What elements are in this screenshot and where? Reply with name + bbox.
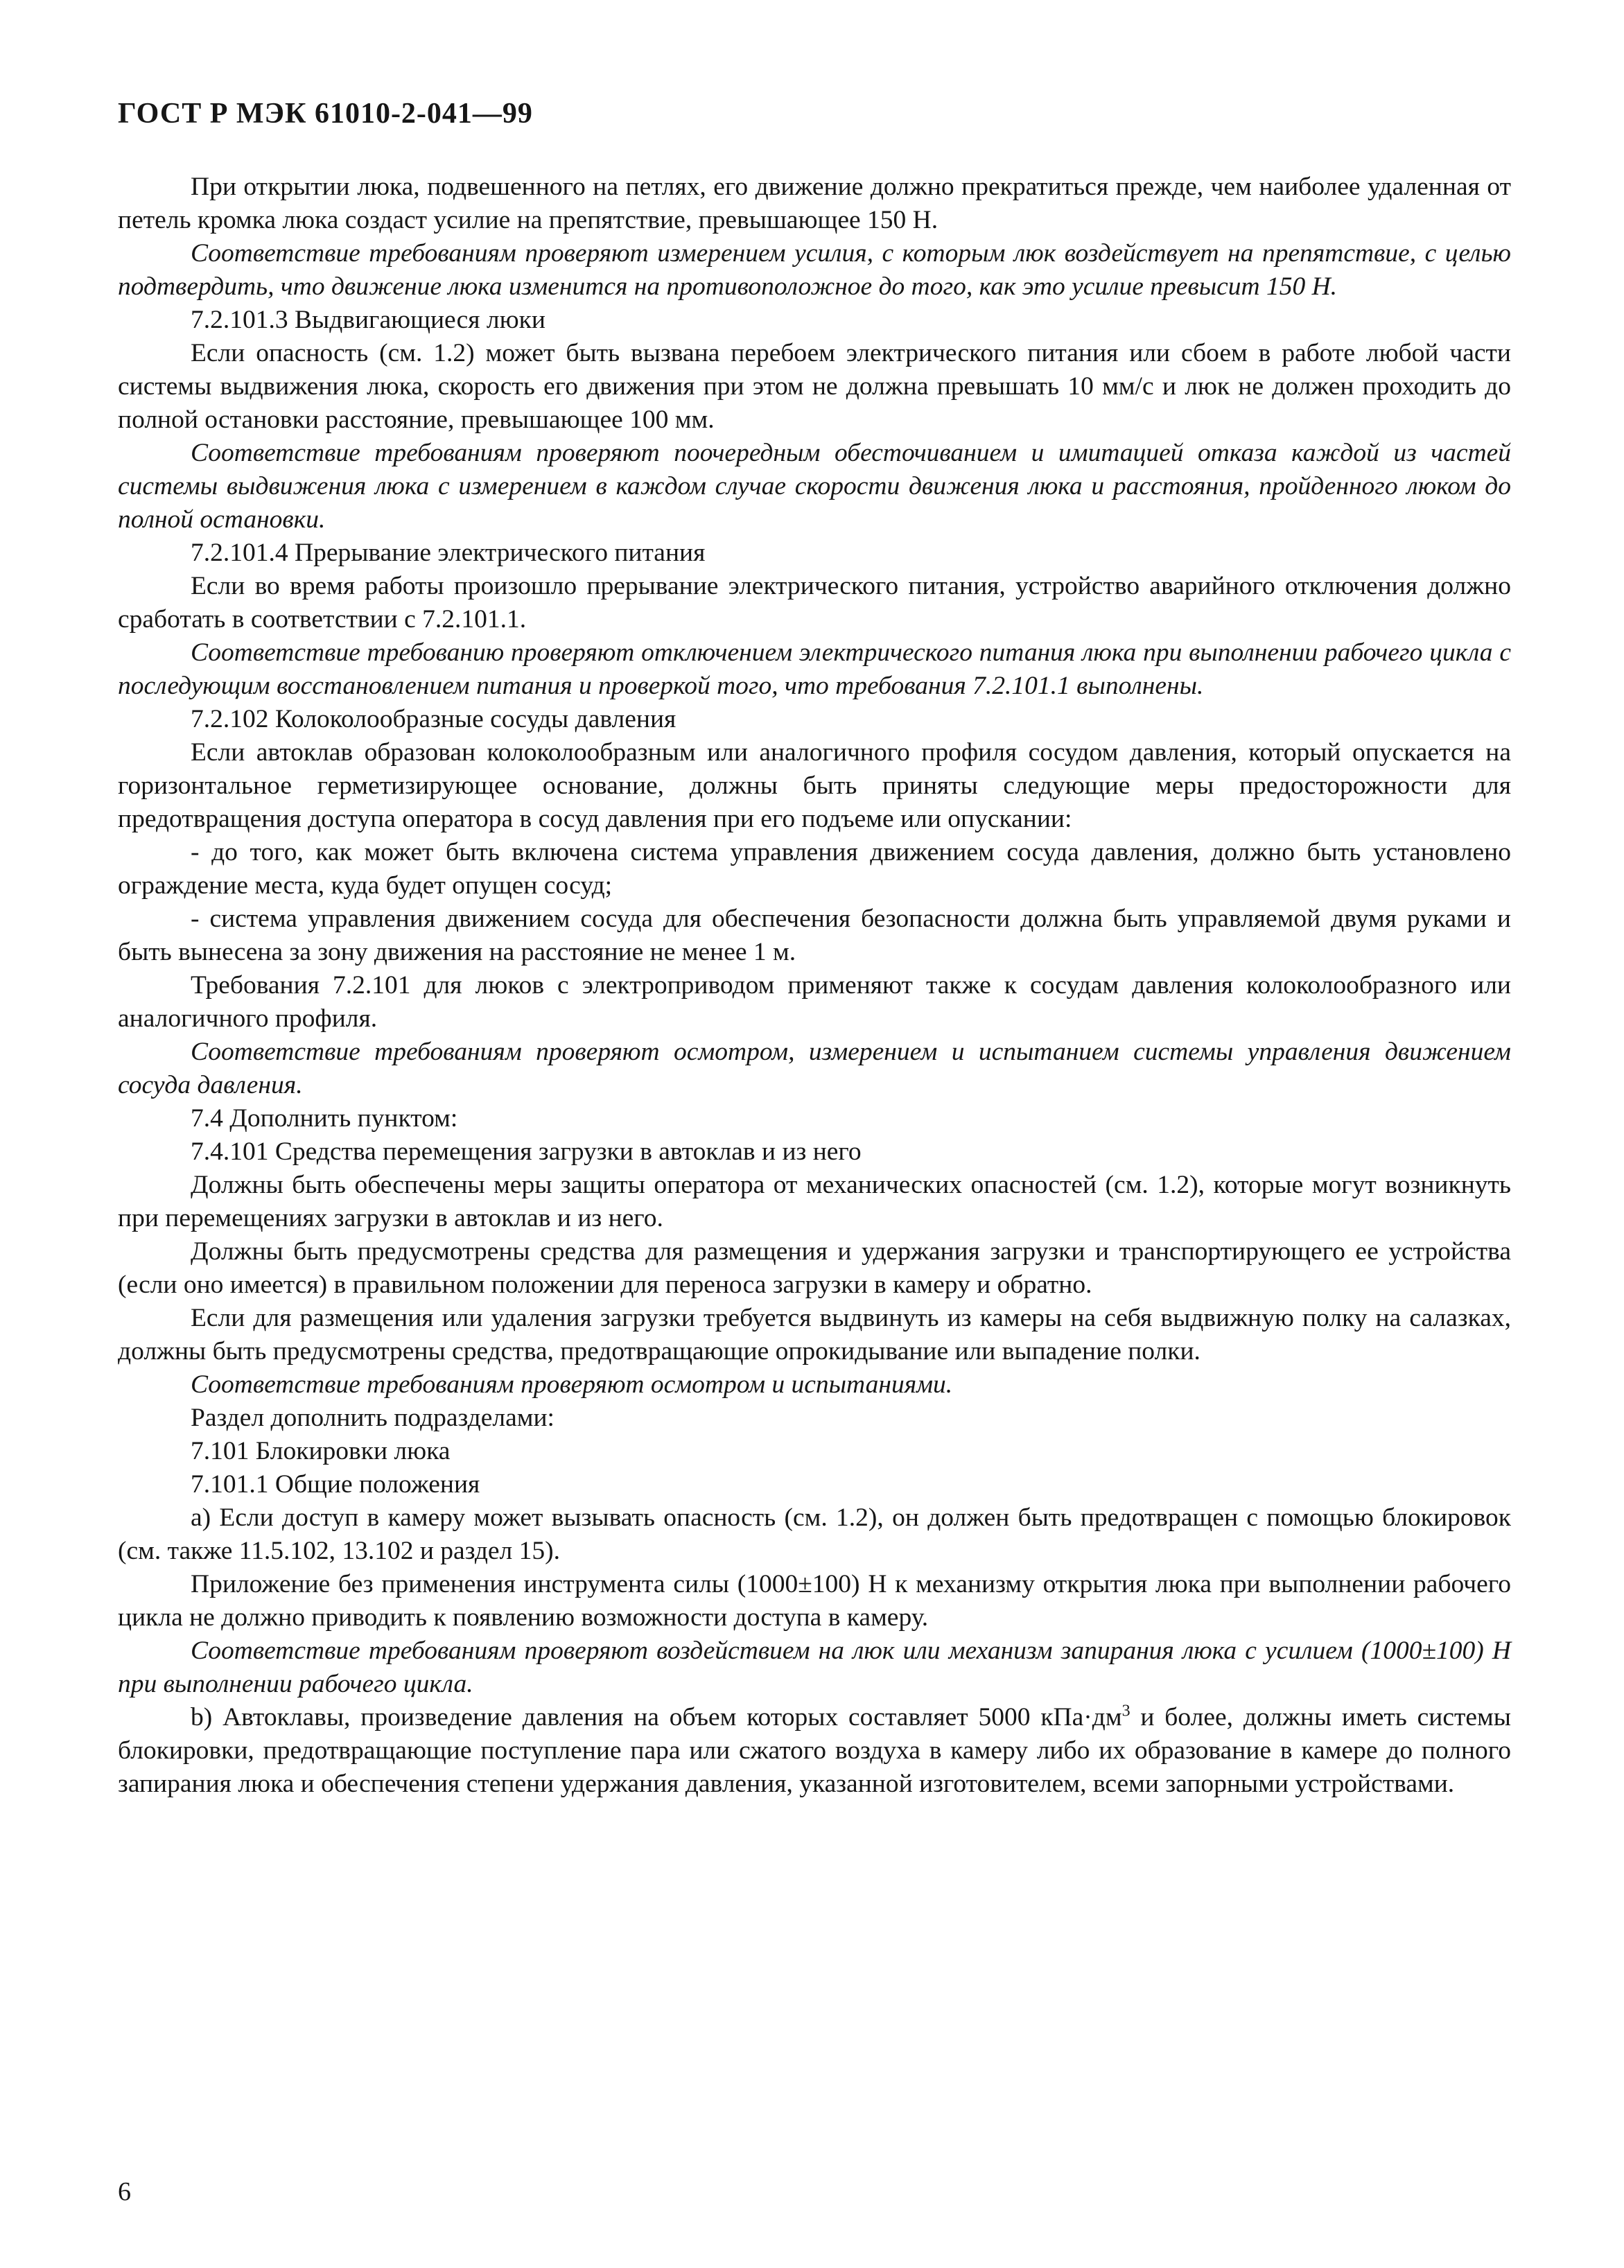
paragraph-compliance: Соответствие требованиям проверяют воздействием на люк или механизм запирания люка с усилием (1000±100) Н при выполнении рабочего цикла.	[118, 1637, 1511, 1698]
section-heading: 7.4 Дополнить пунктом:	[191, 1104, 458, 1133]
superscript: 3	[1121, 1702, 1130, 1720]
paragraph: Раздел дополнить подразделами:	[191, 1404, 555, 1432]
document-body	[118, 171, 1511, 1801]
paragraph-compliance: Соответствие требованиям проверяют осмотром, измерением и испытанием системы управления движением сосуда давления.	[118, 1038, 1511, 1099]
paragraph-compliance: Соответствие требованиям проверяют поочередным обесточиванием и имитацией отказа каждой из частей системы выдвижения люка с измерением в каждом случае скорости движения люка и расстояния, пройденного люком до полной остановки.	[118, 439, 1511, 534]
section-heading: 7.2.102 Колоколообразные сосуды давления	[191, 705, 676, 733]
section-heading: 7.2.101.4 Прерывание электрического питания	[191, 539, 706, 567]
paragraph: Если во время работы произошло прерывание электрического питания, устройство аварийного отключения должно сработать в соответствии с 7.2.101.1.	[118, 572, 1511, 634]
section-heading: 7.4.101 Средства перемещения загрузки в автоклав и из него	[191, 1137, 862, 1166]
paragraph: a) Если доступ в камеру может вызывать опасность (см. 1.2), он должен быть предотвращен с помощью блокировок (см. также 11.5.102, 13.102 и раздел 15).	[118, 1503, 1511, 1565]
page-number: 6	[118, 2177, 131, 2206]
paragraph-compliance: Соответствие требованию проверяют отключением электрического питания люка при выполнении рабочего цикла с последующим восстановлением питания и проверкой того, что требования 7.2.101.1 выполнены.	[118, 638, 1511, 700]
paragraph-compliance: Соответствие требованиям проверяют измерением усилия, с которым люк воздействует на препятствие, с целью подтвердить, что движение люка изменится на противоположное до того, как это усилие превысит 150 Н.	[118, 239, 1511, 301]
document-header: ГОСТ Р МЭК 61010-2-041—99	[118, 98, 533, 130]
paragraph: Требования 7.2.101 для люков с электроприводом применяют также к сосудам давления колоколообразного или аналогичного профиля.	[118, 971, 1511, 1033]
paragraph-last	[118, 1701, 1511, 1801]
paragraph: Если автоклав образован колоколообразным или аналогичного профиля сосудом давления, который опускается на горизонтальное герметизирующее основание, должны быть приняты следующие меры предосторожности для предотвращения доступа оператора в сосуд давления при его подъеме или опускании:	[118, 738, 1511, 833]
paragraph: Должны быть предусмотрены средства для размещения и удержания загрузки и транспортирующего ее устройства (если оно имеется) в правильном положении для переноса загрузки в камеру и обратно.	[118, 1237, 1511, 1299]
paragraph-text: и более, должны иметь системы блокировки, предотвращающие поступление пара или сжатого воздуха в камеру либо их образование в камере до полного запирания люка и обеспечения степени удержания давления, указанной изготовителем, всеми запорными устройствами.	[118, 1703, 1511, 1798]
list-item: - до того, как может быть включена система управления движением сосуда давления, должно быть установлено ограждение места, куда будет опущен сосуд;	[118, 838, 1511, 900]
paragraph: Если опасность (см. 1.2) может быть вызвана перебоем электрического питания или сбоем в работе любой части системы выдвижения люка, скорость его движения при этом не должна превышать 10 мм/с и люк не должен проходить до полной остановки расстояние, превышающее 100 мм.	[118, 339, 1511, 434]
paragraph-text: b) Автоклавы, произведение давления на объем которых составляет 5000 кПа·дм	[191, 1703, 1122, 1731]
section-heading: 7.101.1 Общие положения	[191, 1470, 480, 1499]
document-page	[118, 97, 1511, 2246]
list-item: - система управления движением сосуда для обеспечения безопасности должна быть управляемой двумя руками и быть вынесена за зону движения на расстояние не менее 1 м.	[118, 905, 1511, 966]
paragraph: Должны быть обеспечены меры защиты оператора от механических опасностей (см. 1.2), которые могут возникнуть при перемещениях загрузки в автоклав и из него.	[118, 1171, 1511, 1232]
section-heading: 7.101 Блокировки люка	[191, 1437, 451, 1465]
paragraph: При открытии люка, подвешенного на петлях, его движение должно прекратиться прежде, чем наиболее удаленная от петель кромка люка создаст усилие на препятствие, превышающее 150 Н.	[118, 173, 1511, 234]
paragraph-compliance: Соответствие требованиям проверяют осмотром и испытаниями.	[191, 1370, 953, 1399]
paragraph: Приложение без применения инструмента силы (1000±100) Н к механизму открытия люка при выполнении рабочего цикла не должно приводить к появлению возможности доступа в камеру.	[118, 1570, 1511, 1632]
paragraph: Если для размещения или удаления загрузки требуется выдвинуть из камеры на себя выдвижную полку на салазках, должны быть предусмотрены средства, предотвращающие опрокидывание или выпадение полки.	[118, 1304, 1511, 1366]
section-heading: 7.2.101.3 Выдвигающиеся люки	[191, 306, 545, 334]
